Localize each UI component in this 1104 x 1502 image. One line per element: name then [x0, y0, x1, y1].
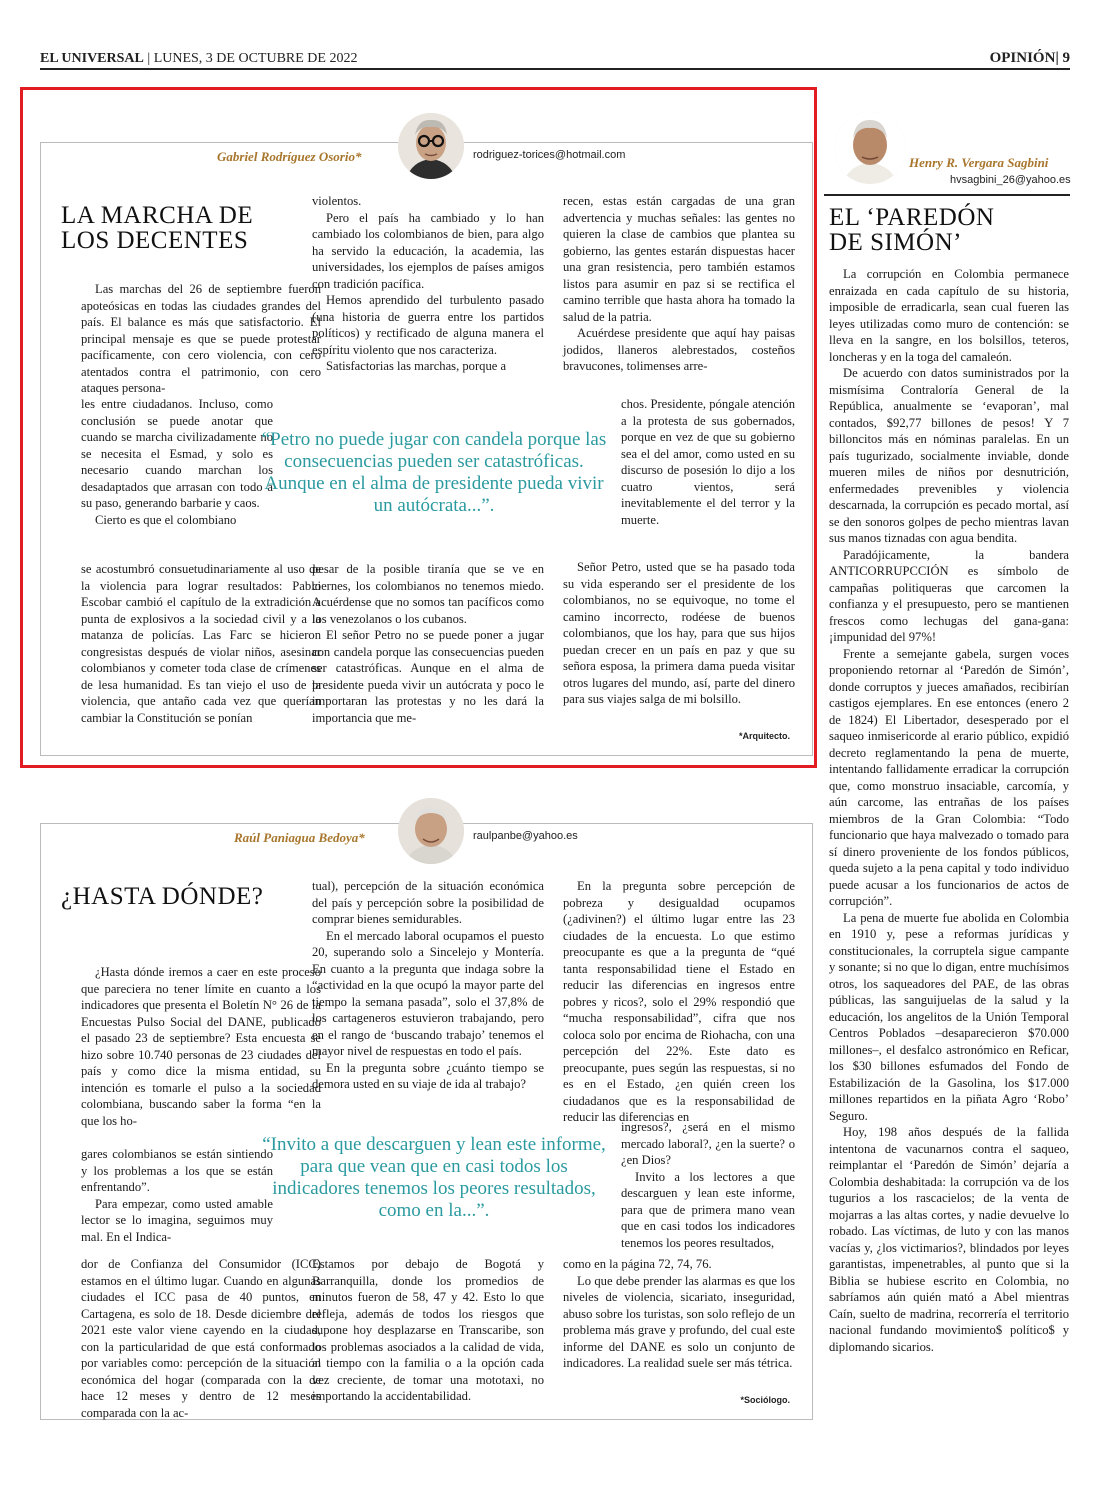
divider	[824, 194, 1070, 196]
paragraph: El señor Petro no se puede poner a jugar con candela porque las consecuencias pueden ser catastróficas. Aunque en el alma de presidente pueda vivir un autócrata y poco le importaran las protestas y no les dará la importancia que me-	[312, 628, 544, 725]
author-email: hvsagbini_26@yahoo.es	[950, 174, 1071, 186]
paragraph: Cierto es que el colombiano	[95, 512, 237, 527]
paragraph: pesar de la posible tiranía que se ve en ciernes, los colombianos no tenemos miedo. Acuérdense que no somos tan pacíficos como los venezolanos o los cubanos.	[312, 562, 544, 626]
sidebar-column	[824, 98, 1070, 1420]
column-3-narrow	[621, 1119, 795, 1251]
page-header	[40, 50, 1070, 70]
paragraph: En la pregunta sobre ¿cuánto tiempo se demora usted en su viaje de ida al trabajo?	[312, 1060, 544, 1091]
paragraph: tual), percepción de la situación económica del país y percepción sobre la posibilidad de comprar bienes semidurables.	[312, 879, 544, 926]
article-headline	[829, 205, 994, 255]
pull-quote: “Petro no puede jugar con candela porque las consecuencias pueden ser catastróficas. Aunque en el alma de presidente pueda vivir un autócrata...”.	[261, 429, 607, 516]
author-portrait-icon	[398, 798, 464, 864]
author-byline: Henry R. Vergara Sagbini	[909, 155, 1049, 170]
headline-line-2: DE SIMÓN’	[829, 229, 962, 256]
section-name: OPINIÓN	[989, 50, 1056, 66]
author-credential: *Arquitecto.	[738, 731, 790, 741]
author-email: raulpanbe@yahoo.es	[473, 830, 578, 842]
author-photo	[834, 112, 906, 184]
paragraph: Lo que debe prender las alarmas es que los niveles de violencia, sicariato, inseguridad, abuso sobre los turistas, son solo reflejo de un problema más grave y profundo, del cual este informe del DANE es solo un conjunto de indicadores. La realidad suele ser más tétrica.	[563, 1273, 795, 1370]
header-left: EL UNIVERSAL | LUNES, 3 DE OCTUBRE DE 2022	[40, 51, 358, 66]
paragraph: Para empezar, como usted amable lector se lo imagina, seguimos muy mal. En el Indica-	[81, 1196, 273, 1244]
author-byline: Gabriel Rodríguez Osorio*	[217, 149, 362, 164]
pull-quote: “Invito a que descarguen y lean este informe, para que vean que en casi todos los indicadores tenemos los peores resultados, como en la...”.	[262, 1134, 606, 1221]
edition-date: LUNES, 3 DE OCTUBRE DE 2022	[153, 51, 358, 66]
column-1-narrow	[81, 1146, 273, 1245]
column-2-bottom	[312, 1256, 544, 1405]
header-right: OPINIÓN| 9	[989, 50, 1070, 66]
paragraph: ingresos?, ¿será en el mismo mercado laboral?, ¿en la suerte? o ¿en Dios?	[621, 1120, 795, 1167]
article-headline: ¿HASTA DÓNDE?	[61, 883, 264, 910]
paragraph: De acuerdo con datos suministrados por la mismísima Contraloría General de la República, anualmente se ‘evaporan’, mal contados, $92,77 billones de pesos! Y 7 billoncitos más en nóminas paralelas. En un país tugurizado, socialmente inviable, donde mueren miles de niños por desnutrición, enfermedades prevenibles y violencia descarnada, la corrupción es pecado mortal, así se den sonoros golpes de pecho mientras lavan sus manos tiznadas con agua bendita.	[829, 366, 1069, 545]
column-2-top	[312, 878, 544, 1093]
paragraph: Satisfactorias las marchas, porque a	[326, 359, 507, 373]
paragraph: ¿Hasta dónde iremos a caer en este proceso que pareciera no tener límite en cuanto a los indicadores que presenta el Boletín N° 26 de la Encuestas Pulso Social del DANE, publicado el pasado 23 de septiembre? Esta encuesta se hizo sobre 10.740 personas de 23 ciudades del país y como dice la misma entidad, su intención es tomarle el pulso a la sociedad colombiana, buscando saber la forma “en la que los ho-	[81, 965, 321, 1128]
paragraph: La corrupción en Colombia permanece enraizada en cada capítulo de su historia, imposible de erradicarla, sean cual fueren las leyes utilizadas como muro de contención: se lleva en la sangre, en los bolsillos, teteros, loncheras y en la toga del camaleón.	[829, 267, 1069, 364]
author-photo	[398, 798, 464, 864]
column-1-top	[81, 964, 321, 1129]
article-hasta-donde	[40, 823, 813, 1420]
paragraph: chos. Presidente, póngale atención a la protesta de sus gobernados, porque en vez de que su gobierno sea el del amor, como usted en su discurso de posesión lo dijo a los cuatro vientos, será inevitablemente el del terror y la muerte.	[621, 397, 795, 527]
highlight-box	[20, 87, 817, 768]
column-3-top	[563, 878, 795, 1126]
paragraph: les entre ciudadanos. Incluso, como conclusión se puede anotar que cuando se marcha civilizadamente no se necesita el Esmad, y solo es necesario cuando marchan los desadaptados que arrasan con todo a su paso, generando barbarie y caos.	[81, 397, 273, 510]
paragraph: Señor Petro, usted que se ha pasado toda su vida esperando ser el presidente de los colombianos, no se equivoque, no tome el camino incorrecto, rodéese de buenos colombianos, que los hay, para que sus hijos puedan crecer en un país en paz y que su señora esposa, la primera dama pueda visitar otros lugares del mundo, así, parte del dinero para sus viajes salga de mi bolsillo.	[563, 560, 795, 706]
paragraph: gares colombianos se están sintiendo y los problemas a los que se están enfrentando”.	[81, 1147, 273, 1194]
paragraph: Hoy, 198 años después de la fallida intentona de vacunarnos contra el saqueo, reimplantar el ‘Paredón de Simón’ dejaría a Colombia deshabitada: la corrupción va de los tugurios a los rascacielos; de la venta de mojarras a las altas cortes, y nadie devuelve lo robado. Las víctimas, de luto y con las manos vacías y, ¿los victimarios?, blindados por leyes garantistas, impenetrables, al punto que si la Biblia se hubiese escrito en Colombia, no sabríamos aún quién mató a Abel mientras Caín, suelto de madrina, recorrería el territorio nacional fundando movimiento$ político$ y diplomando sicarios.	[829, 1125, 1069, 1354]
paragraph: Paradójicamente, la bandera ANTICORRUPCCIÓN es símbolo de campañas politiqueras que carcomen la confianza y el presupuesto, pero se mantienen frescos como lechugas del gana-gana: ¡impunidad del 97%!	[829, 547, 1069, 644]
paragraph: Estamos por debajo de Bogotá y Barranquilla, donde los promedios de minutos fueron de 58, 47 y 42. Esto lo que refleja, además de todos los riesgos que supone hoy desplazarse en Transcaribe, son los problemas asociados a la calidad de vida, al tiempo con la familia o a la opción cada vez creciente, de tomar una mototaxi, no importando la accidentabilidad.	[312, 1257, 544, 1403]
newspaper-name: EL UNIVERSAL	[40, 51, 144, 66]
paragraph: dor de Confianza del Consumidor (ICC) estamos en el último lugar. Cuando en algunas ciudades el ICC pasa de 40 puntos, en Cartagena, es solo de 18. Desde diciembre del 2021 este valor viene cayendo en la ciudad, con la particularidad de que está conformado por variables como: percepción de la situación económica del hogar (comparada con la de hace 12 meses y dentro de 12 meses comparada con la ac-	[81, 1257, 321, 1420]
paragraph: como en la página 72, 74, 76.	[563, 1257, 712, 1271]
paragraph: Frente a semejante gabela, surgen voces proponiendo retornar al ‘Paredón de Simón’, donde corruptos y jueces amañados, recibirían castigos ejemplares. En ese entonces (enero 2 de 1824) El Libertador, desesperado por el saqueo inmisericorde al erario público, expidió decreto reglamentando la pena de muerte, intentando fallidamente erradicar la corrupción que, como monstruo insaciable, carcomía, y aún carcome, las entrañas de los países miembros de la Gran Colombia: “Todo funcionario que haya malvezado o tomado para sí dinero proveniente de los fondos públicos, queda sujeto a la pena capital y todo individuo puede acusar a los funcionarios de actos de corrupción”.	[829, 646, 1069, 908]
paragraph: La pena de muerte fue abolida en Colombia en 1910 y, pese a reformas jurídicas y constitucionales, la corruptela sigue campante y sonante; si no que lo digan, entre muchísimos otros, los saqueadores del PAE, de las obras públicas, las sanguijuelas de la salud y la educación, los angelitos de la Unión Temporal Centros Poblados –desaparecieron $70.000 millones–, el desfalco astronómico en Reficar, los $30 billones esfumados del Fondo de Estabilización de la Gasolina, los $17.000 millones repartidos en la piñata Agro ‘Robo’ Seguro.	[829, 910, 1069, 1123]
paragraph: Hemos aprendido del turbulento pasado (una historia de guerra entre los partidos políticos) y rectificado de alguna manera el espíritu violento que nos caracteriza.	[312, 293, 544, 357]
page-number: 9	[1062, 50, 1070, 66]
paragraph: En la pregunta sobre percepción de pobreza y desigualdad ocupamos (¿adivinen?) el último lugar entre las 23 ciudades de la encuesta. Lo que estimo preocupante es que a la pregunta de “qué tanta responsabilidad tiene el Estado en reducir las diferencias en ingresos entre pobres y ricos?, solo el 29% respondió que “mucha responsabilidad”, cifra que nos coloca solo por encima de Riohacha, con una percepción del 22%. Este dato es preocupante, pues según las respuestas, si no es en el Estado, ¿en quién creen los ciudadanos que es la responsabilidad de reducir las diferencias en	[563, 879, 795, 1124]
paragraph: recen, estas están cargadas de una gran advertencia y muchas señales: las gentes no quieren la clase de cambios que plantea su gobierno, las gentes estarán dispuestas hacer una gran resistencia, pero también estamos listos para asumir en paz si se rectifica el camino terrible que hasta ahora ha tomado la salud de la patria.	[563, 194, 795, 324]
paragraph: Invito a los lectores a que descarguen y lean este informe, para que de primera mano vean que en casi todos los indicadores tenemos los peores resultados,	[621, 1169, 795, 1250]
column-1-bottom	[81, 1256, 321, 1421]
paragraph: En el mercado laboral ocupamos el puesto 20, superando solo a Sincelejo y Montería. En cuanto a la pregunta que indaga sobre la “actividad en la que ocupó la mayor parte del tiempo la semana pasada”, solo el 37,8% de los cartageneros estuvieron trabajando, pero en el rango de ‘buscando trabajo’ tenemos el mayor nivel de respuestas en todo el país.	[312, 928, 544, 1058]
paragraph: Acuérdese presidente que aquí hay paisas jodidos, llaneros alebrestados, costeños bravucones, tolimenses arre-	[563, 326, 795, 373]
headline-line-1: EL ‘PAREDÓN	[829, 204, 995, 231]
headline-line-1: LA MARCHA DE	[61, 202, 254, 229]
paragraph: Pero el país ha cambiado y lo han cambiado los colombianos de bien, para algo ha servido la educación, la academia, las universidades, los ejemplos de países amigos con tradición pacífica.	[312, 210, 544, 291]
author-credential: *Sociólogo.	[740, 1395, 790, 1405]
sidebar-body	[829, 266, 1069, 1355]
author-email: rodriguez-torices@hotmail.com	[473, 149, 626, 161]
paragraph: violentos.	[312, 194, 362, 208]
paragraph: se acostumbró consuetudinariamente al uso de la violencia para lograr resultados: Pablo Escobar cambió el capítulo de la extradición a punta de explosivos a la sociedad civil y a la matanza de policías. Las Farc se hicieron congresistas después de violar niños, asesinar colombianos y cometer toda clase de crímenes de lesa humanidad. Es tan viejo el uso de la violencia, que antaño cada vez que querían cambiar la Constitución se ponían	[81, 562, 321, 725]
column-3-bottom	[563, 1256, 795, 1372]
paragraph: Las marchas del 26 de septiembre fueron apoteósicas en todas las ciudades grandes del país. El balance es más que satisfactorio. El principal mensaje es que se puede protestar pacíficamente, con cero violencia, con cero atentados contra el patrimonio, con cero ataques persona-	[81, 282, 321, 395]
headline-line-2: LOS DECENTES	[61, 227, 249, 254]
author-portrait-icon	[834, 112, 906, 184]
author-byline: Raúl Paniagua Bedoya*	[234, 830, 365, 845]
